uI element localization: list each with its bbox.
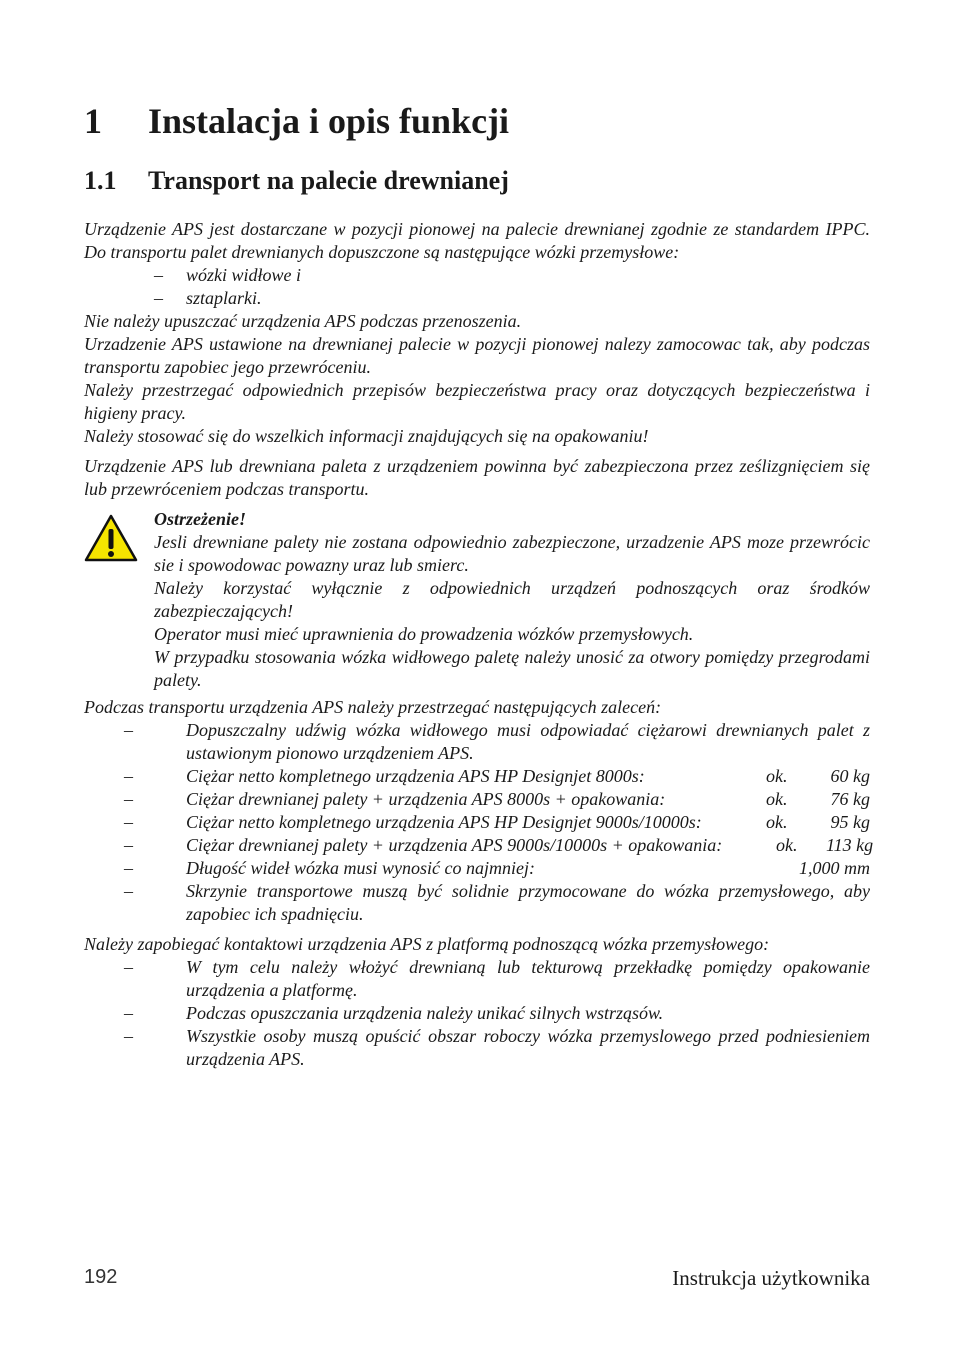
- weight-item: – Ciężar drewnianej palety + urządzenia APS 8000s + opakowania: ok. 76 kg: [124, 789, 870, 809]
- list-item: – Podczas opuszczania urządzenia należy unikać silnych wstrząsów.: [124, 1003, 664, 1023]
- weight-item: – Ciężar netto kompletnego urządzenia APS HP Designjet 8000s: ok. 60 kg: [124, 766, 870, 786]
- warning-title: Ostrzeżenie!: [154, 509, 247, 529]
- warning-line: W przypadku stosowania wózka widłowego paletę należy unosić za otwory pomiędzy przegrodami palety.: [154, 647, 870, 690]
- paragraph: Należy przestrzegać odpowiednich przepisów bezpieczeństwa pracy oraz dotyczących bezpieczeństwa i higieny pracy.: [84, 380, 870, 423]
- intro-paragraph: Urządzenie APS jest dostarczane w pozycji pionowej na palecie drewnianej zgodnie ze standardem IPPC. Do transportu palet drewnianych dopuszczone są następujące wózki przemysłowe:: [84, 219, 870, 262]
- chapter-heading: [84, 100, 509, 142]
- paragraph: Należy stosować się do wszelkich informacji znajdujących się na opakowaniu!: [84, 426, 649, 446]
- list-item: – Wszystkie osoby muszą opuścić obszar roboczy wózka przemyslowego przed podniesieniem urządzenia APS.: [124, 1026, 870, 1069]
- list-item: – Skrzynie transportowe muszą być solidnie przymocowane do wózka przemysłowego, aby zapobiec ich spadnięciu.: [124, 881, 870, 924]
- chapter-title: Instalacja i opis funkcji: [148, 101, 510, 141]
- secure-paragraph: Urządzenie APS lub drewniana paleta z urządzeniem powinna być zabezpieczona przez ześlizgnięciem się lub przewróceniem podczas transportu.: [84, 456, 870, 499]
- page-footer: [84, 1266, 870, 1291]
- list-item: – W tym celu należy włożyć drewnianą lub tekturową przekładkę pomiędzy opakowanie urządzenia a platformę.: [124, 957, 870, 1000]
- list-item: – Dopuszczalny udźwig wózka widłowego musi odpowiadać ciężarowi drewnianych palet z ustawionym pionowo urządzeniem APS.: [124, 720, 870, 763]
- footer-title: Instrukcja użytkownika: [672, 1266, 870, 1290]
- chapter-number: 1: [84, 101, 102, 141]
- page-number: 192: [84, 1266, 118, 1288]
- paragraph: Nie należy upuszczać urządzenia APS podczas przenoszenia.: [84, 311, 522, 331]
- warning-line: Operator musi mieć uprawnienia do prowadzenia wózków przemysłowych.: [154, 624, 694, 644]
- section-title: Transport na palecie drewnianej: [148, 166, 509, 195]
- list-item: – wózki widłowe i: [154, 265, 302, 285]
- fork-length-item: – Długość wideł wózka musi wynosić co najmniej: 1,000 mm: [124, 858, 870, 878]
- contact-intro: Należy zapobiegać kontaktowi urządzenia APS z platformą podnoszącą wózka przemysłowego:: [84, 934, 770, 954]
- warning-box: [84, 508, 870, 692]
- weight-item: – Ciężar netto kompletnego urządzenia APS HP Designjet 9000s/10000s: ok. 95 kg: [124, 812, 870, 832]
- body-text: [84, 218, 874, 1071]
- paragraph: Urzadzenie APS ustawione na drewnianej palecie w pozycji pionowej nalezy zamocowac tak, aby podczas transportu zapobiec jego przewróceniu.: [84, 334, 870, 377]
- section-number: 1.1: [84, 166, 117, 195]
- section-heading: [84, 166, 509, 196]
- warning-line: Należy korzystać wyłącznie z odpowiednich urządzeń podnoszących oraz środków zabezpieczających!: [154, 578, 870, 621]
- weight-item: – Ciężar drewnianej palety + urządzenia APS 9000s/10000s + opakowania: ok. 113 kg: [124, 835, 874, 855]
- warning-triangle-icon: [84, 508, 154, 692]
- transport-intro: Podczas transportu urządzenia APS należy przestrzegać następujących zaleceń:: [84, 697, 662, 717]
- list-item: – sztaplarki.: [154, 288, 262, 308]
- warning-line: Jesli drewniane palety nie zostana odpowiednio zabezpieczone, urzadzenie APS moze przewrócic sie i spowodowac powazny uraz lub smierc.: [154, 532, 870, 575]
